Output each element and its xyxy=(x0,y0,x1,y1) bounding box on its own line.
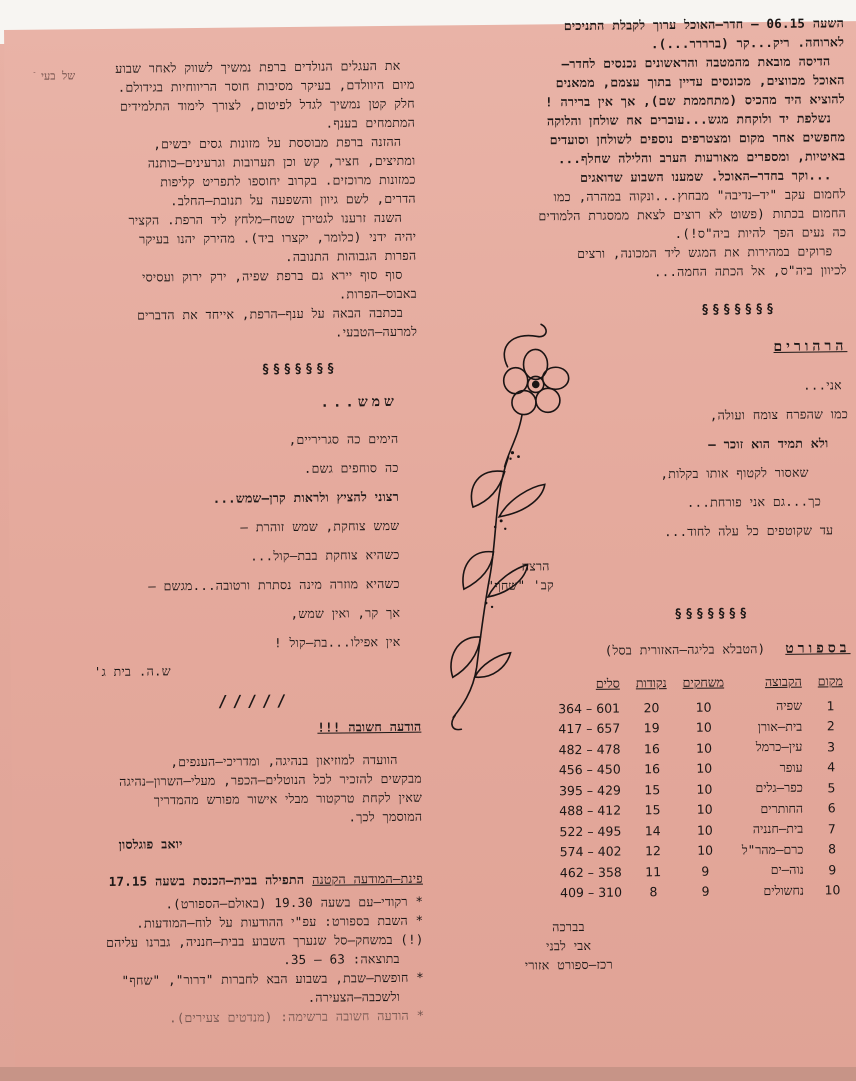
article-line: המתמחים בענף. xyxy=(325,114,416,131)
notice xyxy=(21,717,422,855)
points-cell: 15 xyxy=(644,781,661,798)
poem-line: כמו שהפרח צומח ועולה, xyxy=(709,406,849,423)
corner-line: * חופשת–שבת, בשבוע הבא לחברות "דרור", "שחף" xyxy=(121,969,425,988)
notice-line: הוועדה למוזיאון בנהיגה, ומדריכי–הענפים, xyxy=(170,751,398,770)
baskets-cell: 462 – 358 xyxy=(559,864,622,880)
team-cell: בית–חנניה xyxy=(752,820,804,837)
column-header: סלים xyxy=(595,675,620,691)
article-line: למרעה–הטבעי. xyxy=(334,323,418,340)
stem-top xyxy=(504,415,523,467)
poem-line: שאסור לקטוף אותו בקלות, xyxy=(660,464,809,482)
rank-cell: 9 xyxy=(828,862,837,878)
poem-signature: ש.ה. בית ג' xyxy=(93,663,171,680)
article-line: באבוס–הפרות. xyxy=(338,285,417,302)
dairy-article xyxy=(14,56,417,345)
table-header-row xyxy=(550,673,851,698)
article-line: מחפשים אחר מקום ומצטרפים נוספים לשולחן וסועדים xyxy=(549,129,846,148)
flower-petal xyxy=(543,367,569,389)
baskets-cell: 522 – 495 xyxy=(559,823,622,839)
games-cell: 10 xyxy=(696,801,713,818)
poem-line: אך קר, ואין שמש, xyxy=(290,604,401,622)
corner-title: פינת–המודעה הקטנה xyxy=(312,870,423,887)
games-cell: 10 xyxy=(697,842,714,859)
article-line: החמום בכתות (פשוט לא רוצים לצאת ממסגרת הלמודים xyxy=(538,205,847,224)
notice-line: שאין לקחת טרקטור מבלי אישור מפורש מהמדריך xyxy=(153,789,423,808)
article-line: הדיסה מובאת מהמטבה והראשונים נכנסים לחדר– xyxy=(561,53,831,72)
baskets-cell: 417 – 657 xyxy=(558,720,621,737)
league-table xyxy=(550,673,853,903)
team-cell: כפר–גלים xyxy=(755,779,803,796)
article-line: באיטיות, ומספרים מאורעות הערב והלילה שחלף... xyxy=(557,148,846,167)
rank-cell: 8 xyxy=(828,841,837,857)
games-cell: 10 xyxy=(696,822,713,838)
games-cell: 10 xyxy=(695,699,712,715)
article-line: לארוחה. ריק...קר (ברררר...). xyxy=(650,34,845,52)
article-line: השעה 06.15 – חדר–האוכל ערוך לקבלת התניכים xyxy=(563,15,845,34)
section-separator: §§§§§§§ xyxy=(701,301,778,318)
poem-line: עד שקוטפים כל עלה לחוד... xyxy=(664,522,834,540)
rank-cell: 7 xyxy=(827,821,836,837)
poem-line: הימים כה סגריריים, xyxy=(288,430,399,448)
leaf xyxy=(475,653,511,678)
table-body xyxy=(550,695,853,903)
table-row xyxy=(552,880,853,904)
article-line: להוציא היד מהכיס (מתחממת שם), אך אין ברירה ! xyxy=(544,91,845,110)
poem-title: שמש... xyxy=(320,393,398,411)
poem-signature: הרצה xyxy=(521,558,550,574)
article-line: חלק קטן נמשיך לגדל לפיטום, לצורך לימוד התלמידים xyxy=(119,95,415,114)
article-line: את העגלים הנולדים ברפת נמשיך לשווק לאחר שבוע xyxy=(115,57,401,76)
sports-signature: בברכה xyxy=(552,918,585,935)
flower-center-dot xyxy=(533,381,539,387)
points-cell: 15 xyxy=(644,802,661,818)
points-cell: 14 xyxy=(644,822,661,839)
article-line: כה נעים הפך להיות ביה"ס!). xyxy=(674,224,847,241)
poem-signature: קב' "שחף" xyxy=(486,577,554,593)
sports-signature: רכז–ספורט אזורי xyxy=(524,956,613,973)
scan-shadow xyxy=(0,1067,856,1081)
rank-cell: 3 xyxy=(826,739,836,755)
tendril xyxy=(504,324,547,366)
stem-end xyxy=(452,715,462,729)
corner-line: (!) במשחק–סל שנערך השבוע בבית–חנניה, גברנו עליהם xyxy=(105,931,424,950)
article-line: נשלפת יד ולוקחת מגש...עוברים אח שולחן והלוקה xyxy=(546,110,832,129)
article-line: כמזונות מרוכזים. בקרוב יחוספו לתפריט קליפות xyxy=(160,171,416,190)
baskets-cell: 482 – 478 xyxy=(558,741,621,757)
column-header: הקבוצה xyxy=(764,673,802,690)
team-cell: כרם–מהר"ל xyxy=(741,841,804,858)
poem-line: רצוני להציץ ולראות קרן–שמש... xyxy=(212,488,399,506)
column-header: נקודות xyxy=(635,675,667,691)
column-header: מקום xyxy=(817,673,843,689)
poem-line: כך...גם אני פורחת... xyxy=(686,493,822,510)
corner-line: * השבת בספורט: עפ"י ההודעות על לוח–המודעות. xyxy=(136,912,424,931)
team-cell: נוה–ים xyxy=(770,861,804,878)
games-cell: 10 xyxy=(695,719,712,736)
rank-cell: 5 xyxy=(827,780,836,796)
article-line: ...וקר בחדר–האוכל. שמענו השבוע שדואגים xyxy=(579,167,832,185)
team-cell: בית–אורן xyxy=(757,718,803,734)
points-cell: 20 xyxy=(643,699,660,716)
flower-petal xyxy=(504,368,528,394)
leaf xyxy=(488,565,528,597)
rank-cell: 4 xyxy=(827,759,836,775)
article-line: בכתבה הבאה על ענף–הרפת, אייחד את הדברים xyxy=(136,304,404,323)
article-line: סוף סוף יירא גם ברפת שפיה, ירק ירוק ועסיסי xyxy=(142,266,403,285)
points-cell: 8 xyxy=(649,884,658,900)
article-line: יהיה ידני (כלומר, יקצרו ביד). מהירק יהנו בעיקר xyxy=(139,228,417,247)
rank-cell: 2 xyxy=(826,718,835,734)
article-line: פרוקים במהירות את המגש ליד המכונה, ורצים xyxy=(577,243,833,262)
flower-drawing xyxy=(437,306,581,737)
article-line: מיום היוולדם, בעיקר מסיבות חוסר הריווחיות בגידולם. xyxy=(117,76,415,95)
poem-sun xyxy=(18,394,421,682)
article-line: האוכל מכווצים, מכונסים עדיין בתוך עצמם, ממאנים xyxy=(555,72,845,91)
games-cell: 9 xyxy=(701,863,710,879)
corner-line: בתוצאה: 63 – 35. xyxy=(283,950,400,968)
rank-cell: 6 xyxy=(827,800,836,816)
baskets-cell: 409 – 310 xyxy=(560,884,623,901)
baskets-cell: 395 – 429 xyxy=(558,782,622,798)
small-notices-corner xyxy=(23,869,425,1029)
team-cell: נחשולים xyxy=(763,882,805,898)
sports-title: בספורט xyxy=(785,640,851,657)
article-line: הפרות הגבוהות התנובה. xyxy=(284,247,417,265)
slash-separator: ///// xyxy=(217,691,292,711)
article-line: ההזנה ברפת מבוססת על מזונות גסים יבשים, xyxy=(153,133,402,152)
poem-line: אין אפילו...בת–קול ! xyxy=(273,633,401,651)
dining-hall-article xyxy=(444,13,847,283)
points-cell: 19 xyxy=(643,720,660,736)
poem-line: כשהיא מוזרה מינה נסתרת ורטובה...מגשם – xyxy=(148,575,400,594)
corner-line: התפילה בבית–הכנסת בשעה 17.15 xyxy=(108,871,305,889)
points-cell: 16 xyxy=(644,761,661,777)
team-cell: עין–כרמל xyxy=(755,738,803,755)
corner-mark: ֿ של בעי xyxy=(34,69,76,83)
poem-line: ולא תמיד הוא זוכר – xyxy=(708,435,829,452)
rank-cell: 10 xyxy=(824,882,841,898)
article-line: ומתיצים, חציר, קש וכן תערובות וגרעינים–כותנה xyxy=(147,152,416,171)
column-header: משחקים xyxy=(682,674,725,690)
points-cell: 12 xyxy=(644,843,662,859)
poem-title: הרהורים xyxy=(773,338,848,355)
sports-subtitle: (הטבלא בליגה–האזורית בסל) xyxy=(604,641,766,658)
corner-line: * רקודי–עם בשעה 19.30 (באולם–הספורט). xyxy=(165,893,424,912)
points-cell: 11 xyxy=(645,863,662,880)
games-cell: 10 xyxy=(695,740,713,756)
points-cell: 16 xyxy=(643,740,660,757)
baskets-cell: 488 – 412 xyxy=(559,802,622,819)
games-cell: 10 xyxy=(696,781,713,797)
poem-line: שמש צוחקת, שמש זוהרת – xyxy=(240,517,400,535)
stem xyxy=(450,457,511,718)
notice-signature: יואב פוגלסון xyxy=(118,836,183,852)
poem-line: אני... xyxy=(803,377,842,393)
baskets-cell: 364 – 601 xyxy=(558,700,621,716)
team-cell: החותרים xyxy=(760,800,804,816)
article-line: השנה זרענו לגטירן שטח–מלחץ ליד הרפת. הקציר xyxy=(128,209,403,228)
poem-line: כה סוחפים גשם. xyxy=(303,459,399,476)
corner-line: ולשכבה–הצעירה. xyxy=(307,988,401,1005)
games-cell: 10 xyxy=(696,760,713,777)
baskets-cell: 456 – 450 xyxy=(558,761,621,778)
team-cell: עופר xyxy=(779,759,803,775)
team-cell: שפיה xyxy=(776,697,803,714)
notice-title: הודעה חשובה !!! xyxy=(317,718,422,735)
article-line: הדרים, לשם גיוון והשפעה על תנובת–החלב. xyxy=(170,190,416,209)
article-line: לחמום עקב "יד–נדיבה" מבחוץ...ונקוה במהרה, כמו xyxy=(553,186,846,205)
games-cell: 9 xyxy=(701,883,710,899)
leaf xyxy=(499,484,545,516)
newsletter-page xyxy=(4,15,856,1081)
notice-line: המוסמך לכך. xyxy=(348,808,423,825)
rank-cell: 1 xyxy=(826,698,835,714)
left-column xyxy=(14,56,424,1029)
poem-line: כשהיא צוחקת בבת–קול... xyxy=(250,546,400,564)
section-separator: §§§§§§§ xyxy=(261,361,338,378)
sports-signature: אבי לבני xyxy=(545,937,592,954)
notice-line: מבקשים להזכיר לכל הנוטלים–הכפר, מעלי–השרון–נהיגה xyxy=(119,770,422,789)
baskets-cell: 574 – 402 xyxy=(559,843,622,860)
article-line: לכיוון ביה"ס, אל הכתה החמה... xyxy=(653,262,847,280)
corner-line: * הודעה חשובה ברשימה: (מנדטים צעירים). xyxy=(168,1007,425,1026)
section-separator: §§§§§§§ xyxy=(674,606,751,623)
corner-heading-row xyxy=(23,869,423,892)
